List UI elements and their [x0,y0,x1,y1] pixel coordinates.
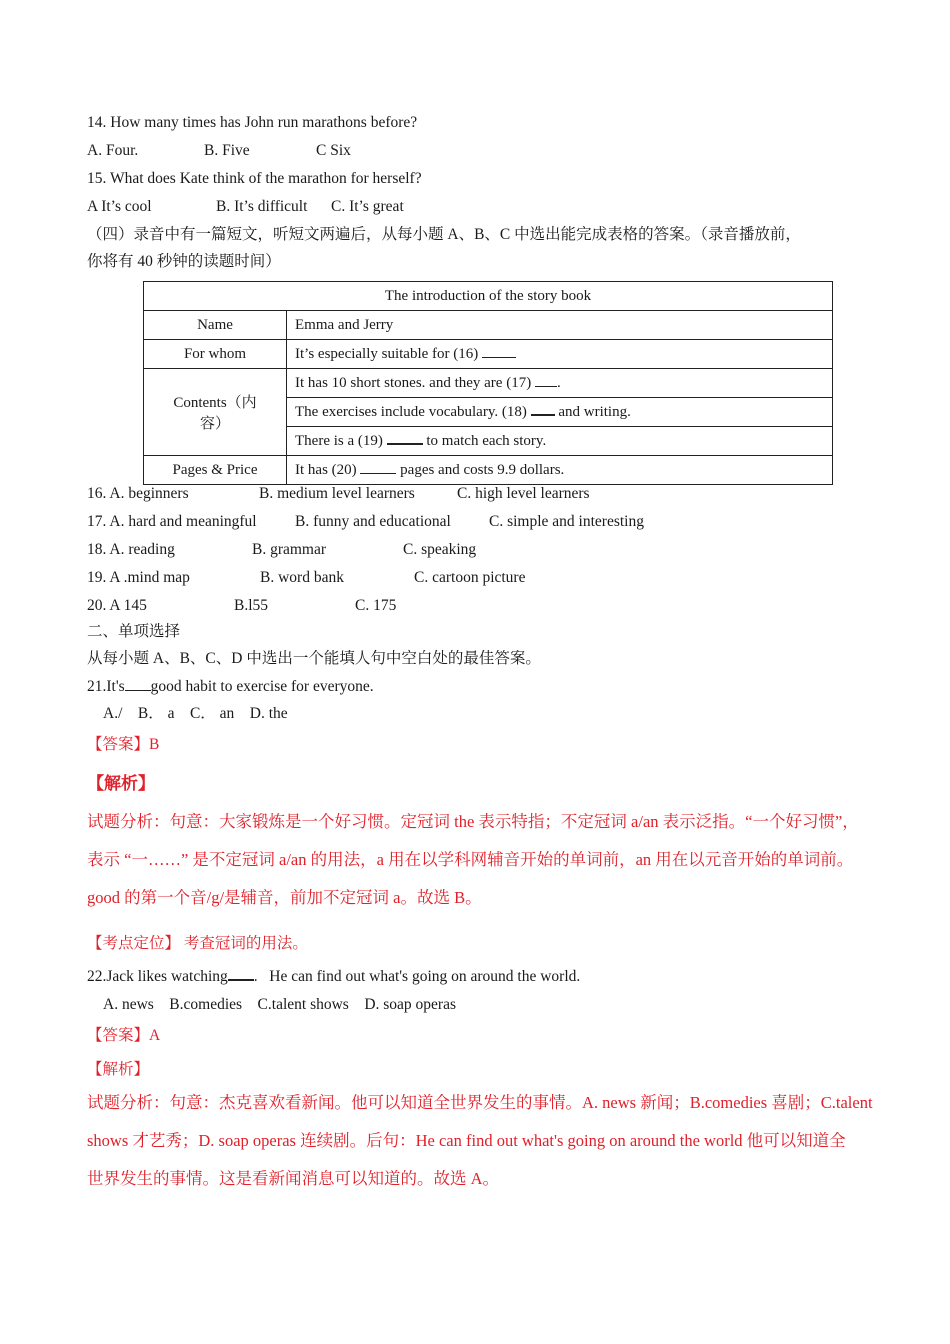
q18-option-a: 18. A. reading [87,541,175,558]
table-title: The introduction of the story book [144,282,833,311]
q21-blank [125,690,151,691]
table-val-name: Emma and Jerry [287,311,833,340]
table-key-whom: For whom [144,340,287,369]
q18-option-c: C. speaking [403,541,477,558]
q15-option-c: C. It’s great [331,198,404,215]
q22-analysis-line2: shows 才艺秀；D. soap operas 连续剧。后句：He can find out what's going on around the world 他可以知道全 [87,1131,846,1150]
q22-stem-end: . He can find out what's going on around the world. [253,968,581,985]
blank-18 [531,414,555,416]
q17-option-a: 17. A. hard and meaningful [87,513,257,530]
contents-1-end: . [556,374,561,391]
q20-option-b: B.l55 [234,597,269,614]
q21-stem-end: good habit to exercise for everyone. [150,678,374,695]
blank-20 [360,473,396,474]
section2-instruction: 从每小题 A、B、C、D 中选出一个能填人句中空白处的最佳答案。 [87,650,541,667]
blank-16 [482,357,516,358]
q18-option-b: B. grammar [252,541,327,558]
q21-stem-start: 21.It's [87,678,125,695]
q14-option-a: A. Four. [87,142,139,159]
contents-2-text: The exercises include vocabulary. (18) [295,403,527,420]
contents-3-text: There is a (19) [295,432,383,449]
section2-title: 二、单项选择 [87,623,181,640]
part4-instruction-line1: （四）录音中有一篇短文，听短文两遍后，从每小题 A、B、C 中选出能完成表格的答案。（录音播放前， [87,226,801,243]
q21-answer: 【答案】B [87,736,160,753]
q21-analysis-line1: 试题分析：句意：大家锻炼是一个好习惯。定冠词 the 表示特指；不定冠词 a/an 表示泛指。“一个好习惯”， [87,812,859,831]
q19-option-a: 19. A .mind map [87,569,190,586]
q21-options: A./ B． a C． an D. the [103,705,288,722]
table-val-contents-2 [287,398,833,427]
q22-answer: 【答案】A [87,1027,161,1044]
q15-option-b: B. It’s difficult [216,198,308,215]
q20-option-c: C. 175 [355,597,397,614]
contents-1-text: It has 10 short stones. and they are (17) [295,374,532,391]
q14-option-b: B. Five [204,142,250,159]
table-key-contents [144,369,287,456]
q22-stem-start: 22.Jack likes watching [87,968,228,985]
table-val-contents-3 [287,427,833,456]
q21-analysis-title: 【解析】 [87,774,155,793]
q22-analysis-line3: 世界发生的事情。这是看新闻消息可以知道的。故选 A。 [87,1169,500,1188]
contents-key-line1: Contents（内 [173,395,257,411]
blank-17 [535,386,557,387]
table-key-pages: Pages & Price [144,456,287,485]
q21-analysis-line3: good 的第一个音/g/是辅音，前加不定冠词 a。故选 B。 [87,888,482,907]
q17-option-b: B. funny and educational [295,513,451,530]
q16-option-c: C. high level learners [457,485,590,502]
q16-option-a: 16. A. beginners [87,485,189,502]
q17-option-c: C. simple and interesting [489,513,644,530]
q22-blank [228,979,254,981]
contents-2-end: and writing. [558,403,631,420]
pages-text: It has (20) [295,461,357,478]
table-val-whom [287,340,833,369]
contents-key-line2: 容） [199,416,230,432]
table-val-contents-1 [287,369,833,398]
story-book-table [143,281,833,485]
q19-option-b: B. word bank [260,569,344,586]
q19-option-c: C. cartoon picture [414,569,526,586]
q21-analysis-line2: 表示 “一……” 是不定冠词 a/an 的用法，a 用在以学科网辅音开始的单词前，an 用在以元音开始的单词前。 [87,850,854,869]
q22-analysis-title: 【解析】 [87,1061,150,1078]
q15-question: 15. What does Kate think of the marathon for herself? [87,170,422,187]
q21-stem [87,677,374,697]
q21-point: 【考点定位】 考查冠词的用法。 [87,935,308,952]
q20-option-a: 20. A 145 [87,597,147,614]
q22-options: A. news B.comedies C.talent shows D. soap operas [103,996,457,1013]
whom-text: It’s especially suitable for (16) [295,345,479,362]
q15-option-a: A It’s cool [87,198,152,215]
blank-19 [387,443,423,445]
q14-question: 14. How many times has John run marathons before? [87,114,418,131]
q16-option-b: B. medium level learners [259,485,415,502]
part4-instruction-line2: 你将有 40 秒钟的读题时间） [87,253,281,270]
q22-stem [87,967,580,987]
q14-option-c: C Six [316,142,351,159]
pages-end: pages and costs 9.9 dollars. [400,461,565,478]
q22-analysis-line1: 试题分析：句意：杰克喜欢看新闻。他可以知道全世界发生的事情。A. news 新闻；B.comedies 喜剧；C.talent [87,1093,873,1112]
table-val-pages [287,456,833,485]
table-key-name: Name [144,311,287,340]
contents-3-end: to match each story. [426,432,547,449]
